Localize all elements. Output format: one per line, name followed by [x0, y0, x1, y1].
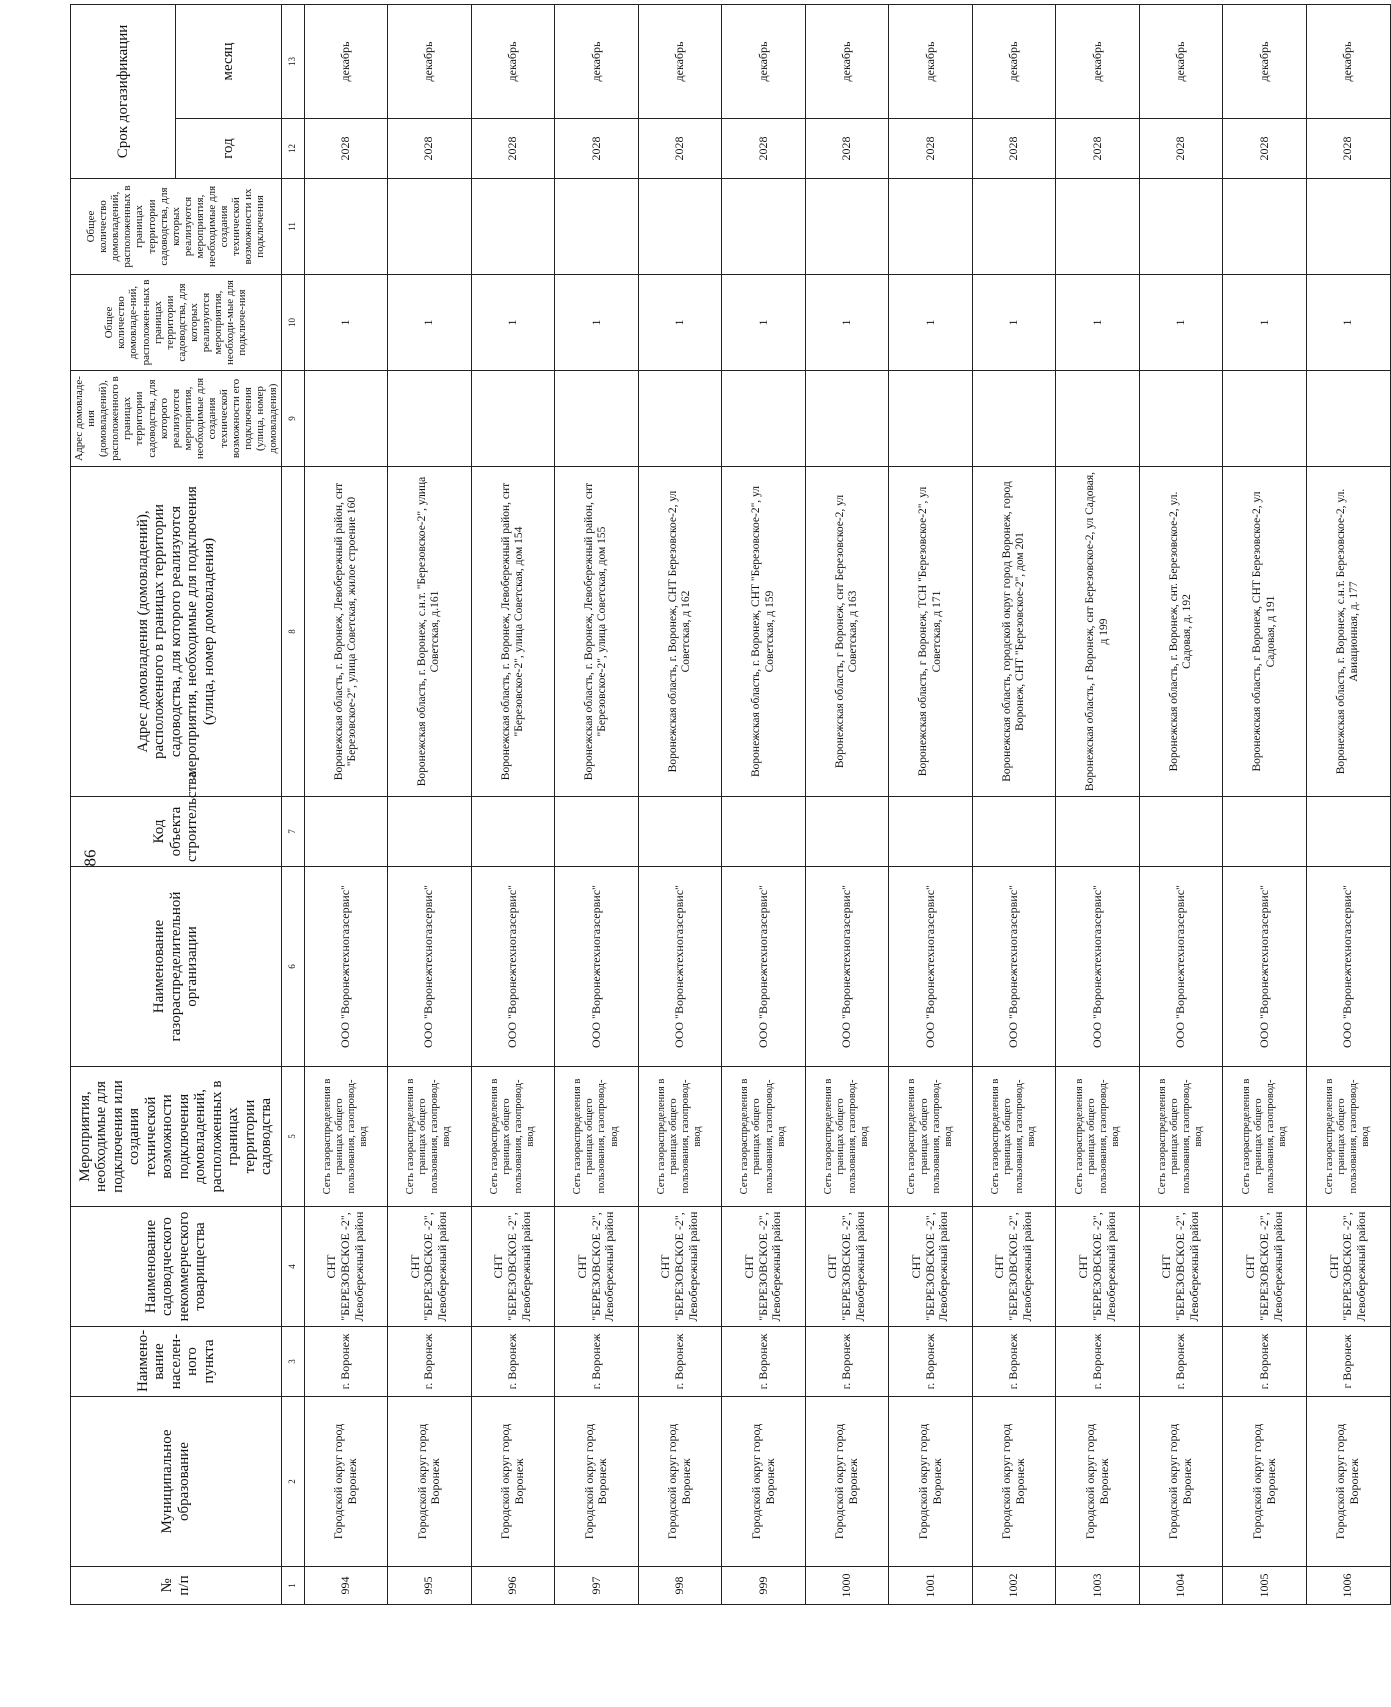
object-code-cell [304, 797, 388, 867]
year-cell: 2028 [638, 119, 722, 179]
address-tech-cell [722, 371, 806, 467]
row-number: 999 [722, 1567, 806, 1605]
row-number: 1001 [889, 1567, 973, 1605]
municipality-cell: Городской округ город Воронеж [1306, 1397, 1390, 1567]
address-tech-cell [471, 371, 555, 467]
settlement-cell: г. Воронеж [889, 1327, 973, 1397]
column-number: 13 [281, 4, 304, 118]
object-code-cell [1056, 797, 1140, 867]
snt-cell: СНТ "БЕРЕЗОВСКОЕ -2", Левобережный район [471, 1207, 555, 1327]
table-row [972, 4, 1056, 1604]
count-cell: 1 [1306, 275, 1390, 371]
month-cell: декабрь [722, 4, 806, 118]
column-number: 11 [281, 179, 304, 275]
month-cell: декабрь [972, 4, 1056, 118]
table-row [638, 4, 722, 1604]
snt-cell: СНТ "БЕРЕЗОВСКОЕ -2", Левобережный район [1306, 1207, 1390, 1327]
address-tech-cell [1056, 371, 1140, 467]
municipality-cell: Городской округ город Воронеж [304, 1397, 388, 1567]
year-cell: 2028 [555, 119, 639, 179]
column-number: 10 [281, 275, 304, 371]
month-cell: декабрь [638, 4, 722, 118]
gas-org-cell: ООО "Воронежтехногазсервис" [638, 867, 722, 1067]
gas-org-cell: ООО "Воронежтехногазсервис" [304, 867, 388, 1067]
address-tech-cell [889, 371, 973, 467]
count-tech-cell [1223, 179, 1307, 275]
measure-cell: Сеть газораспределения в границах общего пользования, газопровод-ввод [889, 1067, 973, 1207]
row-number: 1004 [1139, 1567, 1223, 1605]
table-row [471, 4, 555, 1604]
month-cell: декабрь [1056, 4, 1140, 118]
settlement-cell: г. Воронеж [638, 1327, 722, 1397]
address-cell: Воронежская область, г. Воронеж, Левобережный район, снт "Березовское-2", улица Советская, дом 154 [471, 467, 555, 797]
column-number: 5 [281, 1067, 304, 1207]
gas-org-cell: ООО "Воронежтехногазсервис" [1139, 867, 1223, 1067]
measure-cell: Сеть газораспределения в границах общего пользования, газопровод-ввод [972, 1067, 1056, 1207]
snt-cell: СНТ "БЕРЕЗОВСКОЕ -2", Левобережный район [889, 1207, 973, 1327]
count-cell: 1 [805, 275, 889, 371]
column-number: 4 [281, 1207, 304, 1327]
measure-cell: Сеть газораспределения в границах общего пользования, газопровод-ввод [805, 1067, 889, 1207]
header-month: месяц [176, 4, 281, 118]
gas-org-cell: ООО "Воронежтехногазсервис" [388, 867, 472, 1067]
header-snt: Наименование садоводческого некоммерческого товарищества [71, 1207, 282, 1327]
address-tech-cell [1139, 371, 1223, 467]
gas-org-cell: ООО "Воронежтехногазсервис" [889, 867, 973, 1067]
object-code-cell [638, 797, 722, 867]
header-year: год [176, 119, 281, 179]
table-row [304, 4, 388, 1604]
municipality-cell: Городской округ город Воронеж [555, 1397, 639, 1567]
measure-cell: Сеть газораспределения в границах общего пользования, газопровод-ввод [1223, 1067, 1307, 1207]
address-tech-cell [555, 371, 639, 467]
row-number: 1000 [805, 1567, 889, 1605]
header-address-tech: Адрес домовладе-ния (домовладений), расположенного в границах территории садоводства, для которого реализуются мероприятия, необходимые для создания технической возможности его подключения (улица, номер домовладения) [71, 371, 282, 467]
page-number: 86 [80, 849, 100, 867]
gasification-table [70, 4, 1391, 1605]
municipality-cell: Городской округ город Воронеж [388, 1397, 472, 1567]
month-cell: декабрь [1139, 4, 1223, 118]
column-number: 3 [281, 1327, 304, 1397]
count-cell: 1 [471, 275, 555, 371]
municipality-cell: Городской округ город Воронеж [972, 1397, 1056, 1567]
count-cell: 1 [972, 275, 1056, 371]
column-number: 8 [281, 467, 304, 797]
year-cell: 2028 [805, 119, 889, 179]
column-number: 2 [281, 1397, 304, 1567]
count-tech-cell [972, 179, 1056, 275]
settlement-cell: г. Воронеж [471, 1327, 555, 1397]
measure-cell: Сеть газораспределения в границах общего пользования, газопровод-ввод [722, 1067, 806, 1207]
object-code-cell [805, 797, 889, 867]
column-number: 1 [281, 1567, 304, 1605]
header-measures: Мероприятия, необходимые для подключения или создания технической возможности подключения домовладений, расположенных в границах территории садоводства [71, 1067, 282, 1207]
measure-cell: Сеть газораспределения в границах общего пользования, газопровод-ввод [1056, 1067, 1140, 1207]
header-address: Адрес домовладения (домовладений), расположенного в границах территории садоводства, для которого реализуются мероприятия, необходимые для подключения (улица, номер домовладения) [71, 467, 282, 797]
table-row [722, 4, 806, 1604]
address-tech-cell [638, 371, 722, 467]
column-number: 7 [281, 797, 304, 867]
month-cell: декабрь [889, 4, 973, 118]
snt-cell: СНТ "БЕРЕЗОВСКОЕ -2", Левобережный район [1056, 1207, 1140, 1327]
table-row [889, 4, 973, 1604]
object-code-cell [1306, 797, 1390, 867]
address-cell: Воронежская область, г Воронеж, снт Березовское-2, ул Советская, д 163 [805, 467, 889, 797]
object-code-cell [471, 797, 555, 867]
month-cell: декабрь [555, 4, 639, 118]
month-cell: декабрь [805, 4, 889, 118]
month-cell: декабрь [304, 4, 388, 118]
count-tech-cell [388, 179, 472, 275]
count-cell: 1 [388, 275, 472, 371]
measure-cell: Сеть газораспределения в границах общего пользования, газопровод-ввод [304, 1067, 388, 1207]
municipality-cell: Городской округ город Воронеж [1056, 1397, 1140, 1567]
address-tech-cell [1306, 371, 1390, 467]
column-number: 6 [281, 867, 304, 1067]
snt-cell: СНТ "БЕРЕЗОВСКОЕ -2", Левобережный район [805, 1207, 889, 1327]
snt-cell: СНТ "БЕРЕЗОВСКОЕ -2", Левобережный район [1223, 1207, 1307, 1327]
column-number: 12 [281, 119, 304, 179]
snt-cell: СНТ "БЕРЕЗОВСКОЕ -2", Левобережный район [388, 1207, 472, 1327]
municipality-cell: Городской округ город Воронеж [889, 1397, 973, 1567]
row-number: 994 [304, 1567, 388, 1605]
snt-cell: СНТ "БЕРЕЗОВСКОЕ -2", Левобережный район [722, 1207, 806, 1327]
count-cell: 1 [1223, 275, 1307, 371]
measure-cell: Сеть газораспределения в границах общего пользования, газопровод-ввод [1306, 1067, 1390, 1207]
address-cell: Воронежская область, г. Воронеж, с.н.т. "Березовское-2", улица Советская, д.161 [388, 467, 472, 797]
gas-org-cell: ООО "Воронежтехногазсервис" [1056, 867, 1140, 1067]
gas-org-cell: ООО "Воронежтехногазсервис" [1223, 867, 1307, 1067]
address-tech-cell [388, 371, 472, 467]
settlement-cell: г. Воронеж [555, 1327, 639, 1397]
settlement-cell: г. Воронеж [388, 1327, 472, 1397]
municipality-cell: Городской округ город Воронеж [1139, 1397, 1223, 1567]
measure-cell: Сеть газораспределения в границах общего пользования, газопровод-ввод [388, 1067, 472, 1207]
year-cell: 2028 [722, 119, 806, 179]
address-tech-cell [805, 371, 889, 467]
measure-cell: Сеть газораспределения в границах общего пользования, газопровод-ввод [471, 1067, 555, 1207]
table-row [1056, 4, 1140, 1604]
address-cell: Воронежская область, г. Воронеж, с.н.т. Березовское-2, ул. Авиационная, д. 177 [1306, 467, 1390, 797]
address-cell: Воронежская область, городской округ город Воронеж, город Воронеж, СНТ "Березовское-2", дом 201 [972, 467, 1056, 797]
address-tech-cell [1223, 371, 1307, 467]
table-body [304, 4, 1390, 1604]
month-cell: декабрь [1223, 4, 1307, 118]
count-cell: 1 [304, 275, 388, 371]
row-number: 1005 [1223, 1567, 1307, 1605]
gas-org-cell: ООО "Воронежтехногазсервис" [471, 867, 555, 1067]
count-cell: 1 [889, 275, 973, 371]
month-cell: декабрь [1306, 4, 1390, 118]
settlement-cell: г. Воронеж [1139, 1327, 1223, 1397]
address-cell: Воронежская область, г Воронеж, ТСН "Березовское-2", ул Советская, д 171 [889, 467, 973, 797]
address-tech-cell [304, 371, 388, 467]
municipality-cell: Городской округ город Воронеж [638, 1397, 722, 1567]
count-tech-cell [1306, 179, 1390, 275]
header-count: Общее количество домовладе-ний, расположен-ных в границах территории садоводства, для которых реализуются мероприятия, необходи-мые для подключе-ния [71, 275, 282, 371]
row-number: 1006 [1306, 1567, 1390, 1605]
year-cell: 2028 [972, 119, 1056, 179]
address-cell: Воронежская область, г Воронеж, СНТ Березовское-2, ул Садовая, д 191 [1223, 467, 1307, 797]
measure-cell: Сеть газораспределения в границах общего пользования, газопровод-ввод [555, 1067, 639, 1207]
count-cell: 1 [1056, 275, 1140, 371]
count-cell: 1 [638, 275, 722, 371]
object-code-cell [972, 797, 1056, 867]
address-cell: Воронежская область, г. Воронеж, СНТ Березовское-2, ул Советская, д 162 [638, 467, 722, 797]
gas-org-cell: ООО "Воронежтехногазсервис" [722, 867, 806, 1067]
municipality-cell: Городской округ город Воронеж [805, 1397, 889, 1567]
row-number: 1003 [1056, 1567, 1140, 1605]
count-tech-cell [889, 179, 973, 275]
count-tech-cell [722, 179, 806, 275]
row-number: 995 [388, 1567, 472, 1605]
settlement-cell: г. Воронеж [1223, 1327, 1307, 1397]
row-number: 1002 [972, 1567, 1056, 1605]
header-gas-org: Наименование газораспределительной организации [71, 867, 282, 1067]
table-row [555, 4, 639, 1604]
header-number: № п/п [71, 1567, 282, 1605]
gas-org-cell: ООО "Воронежтехногазсервис" [805, 867, 889, 1067]
object-code-cell [722, 797, 806, 867]
year-cell: 2028 [1306, 119, 1390, 179]
gas-org-cell: ООО "Воронежтехногазсервис" [1306, 867, 1390, 1067]
count-tech-cell [1056, 179, 1140, 275]
snt-cell: СНТ "БЕРЕЗОВСКОЕ -2", Левобережный район [972, 1207, 1056, 1327]
snt-cell: СНТ "БЕРЕЗОВСКОЕ -2", Левобережный район [1139, 1207, 1223, 1327]
address-cell: Воронежская область, г. Воронеж, Левобережный район, снт "Березовское-2", улица Советская, жилое строение 160 [304, 467, 388, 797]
table-row [1306, 4, 1390, 1604]
rotated-table-container [70, 5, 1370, 1605]
header-municipality: Муниципальное образование [71, 1397, 282, 1567]
settlement-cell: г. Воронеж [722, 1327, 806, 1397]
municipality-cell: Городской округ город Воронеж [471, 1397, 555, 1567]
count-tech-cell [304, 179, 388, 275]
count-tech-cell [1139, 179, 1223, 275]
header-deadline: Срок догазификации [71, 4, 176, 178]
address-cell: Воронежская область, г. Воронеж, Левобережный район, снт "Березовское-2", улица Советская, дом 155 [555, 467, 639, 797]
table-row [805, 4, 889, 1604]
column-number: 9 [281, 371, 304, 467]
object-code-cell [1139, 797, 1223, 867]
municipality-cell: Городской округ город Воронеж [1223, 1397, 1307, 1567]
object-code-cell [388, 797, 472, 867]
settlement-cell: г Воронеж [1306, 1327, 1390, 1397]
snt-cell: СНТ "БЕРЕЗОВСКОЕ -2", Левобережный район [638, 1207, 722, 1327]
year-cell: 2028 [1056, 119, 1140, 179]
month-cell: декабрь [471, 4, 555, 118]
address-cell: Воронежская область, г. Воронеж, снт. Березовское-2, ул. Садовая, д. 192 [1139, 467, 1223, 797]
settlement-cell: г. Воронеж [972, 1327, 1056, 1397]
year-cell: 2028 [304, 119, 388, 179]
year-cell: 2028 [388, 119, 472, 179]
row-number: 996 [471, 1567, 555, 1605]
count-tech-cell [471, 179, 555, 275]
count-tech-cell [638, 179, 722, 275]
gas-org-cell: ООО "Воронежтехногазсервис" [972, 867, 1056, 1067]
table-row [388, 4, 472, 1604]
gas-org-cell: ООО "Воронежтехногазсервис" [555, 867, 639, 1067]
year-cell: 2028 [471, 119, 555, 179]
count-tech-cell [805, 179, 889, 275]
municipality-cell: Городской округ город Воронеж [722, 1397, 806, 1567]
table-row [1139, 4, 1223, 1604]
measure-cell: Сеть газораспределения в границах общего пользования, газопровод-ввод [1139, 1067, 1223, 1207]
settlement-cell: г. Воронеж [304, 1327, 388, 1397]
address-cell: Воронежская область, г Воронеж, снт Березовское-2, ул Садовая, д 199 [1056, 467, 1140, 797]
count-tech-cell [555, 179, 639, 275]
count-cell: 1 [555, 275, 639, 371]
row-number: 997 [555, 1567, 639, 1605]
year-cell: 2028 [889, 119, 973, 179]
header-settlement: Наимено-вание населен-ного пункта [71, 1327, 282, 1397]
row-number: 998 [638, 1567, 722, 1605]
settlement-cell: г. Воронеж [1056, 1327, 1140, 1397]
header-object-code: Код объекта строительства [71, 797, 282, 867]
snt-cell: СНТ "БЕРЕЗОВСКОЕ -2", Левобережный район [555, 1207, 639, 1327]
count-cell: 1 [722, 275, 806, 371]
object-code-cell [1223, 797, 1307, 867]
table-row [1223, 4, 1307, 1604]
year-cell: 2028 [1223, 119, 1307, 179]
object-code-cell [555, 797, 639, 867]
count-cell: 1 [1139, 275, 1223, 371]
measure-cell: Сеть газораспределения в границах общего пользования, газопровод-ввод [638, 1067, 722, 1207]
header-count-tech: Общее количество домовладений, расположенных в границах территории садоводства, для которых реализуются мероприятия, необходимые для создания технической возможности их подключения [71, 179, 282, 275]
address-tech-cell [972, 371, 1056, 467]
settlement-cell: г. Воронеж [805, 1327, 889, 1397]
snt-cell: СНТ "БЕРЕЗОВСКОЕ -2", Левобережный район [304, 1207, 388, 1327]
address-cell: Воронежская область, г. Воронеж, СНТ "Березовское-2", ул Советская, д 159 [722, 467, 806, 797]
object-code-cell [889, 797, 973, 867]
year-cell: 2028 [1139, 119, 1223, 179]
month-cell: декабрь [388, 4, 472, 118]
